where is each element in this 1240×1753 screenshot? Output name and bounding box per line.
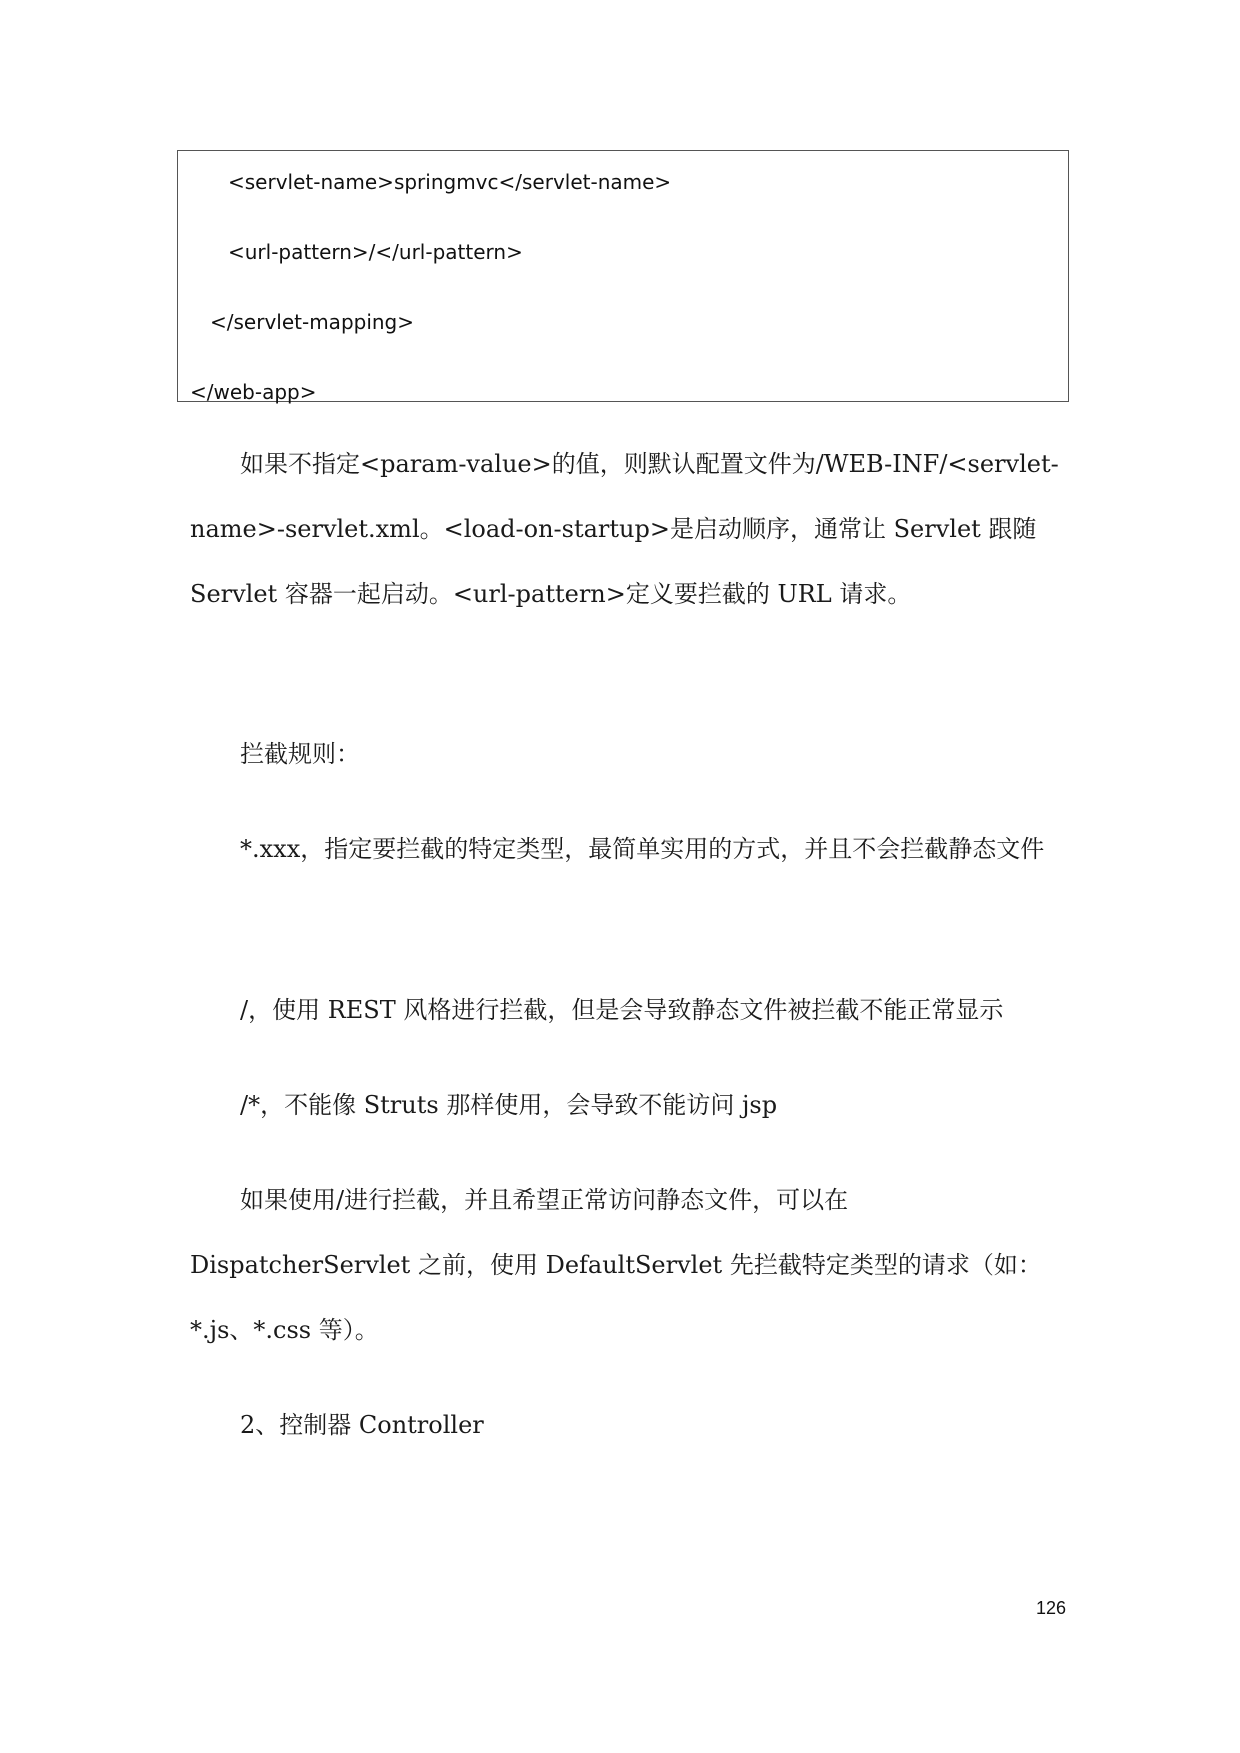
code-block xyxy=(177,150,1069,402)
paragraph-rule-extension: *.xxx，指定要拦截的特定类型，最简单实用的方式，并且不会拦截静态文件 xyxy=(240,835,1045,863)
section-heading-controller: 2、控制器 Controller xyxy=(240,1411,484,1439)
code-line: <url-pattern>/</url-pattern> xyxy=(228,240,523,264)
paragraph-default-config: 如果不指定<param-value>的值，则默认配置文件为/WEB-INF/<servlet-name>-servlet.xml。<load-on-startup>是启动顺序，通常让 Servlet 跟随 Servlet 容器一起启动。<url-pattern>定义要拦截的 URL 请求。 xyxy=(190,450,1059,608)
page-number: 126 xyxy=(1035,1598,1066,1618)
code-line: <servlet-name>springmvc</servlet-name> xyxy=(228,170,672,194)
paragraph-static-files: 如果使用/进行拦截，并且希望正常访问静态文件，可以在DispatcherServlet 之前，使用 DefaultServlet 先拦截特定类型的请求（如：*.js、*.css 等）。 xyxy=(190,1186,1042,1344)
paragraph-intercept-rules-heading: 拦截规则： xyxy=(240,740,360,768)
code-line: </servlet-mapping> xyxy=(210,310,415,334)
paragraph-rule-slash-star: /*，不能像 Struts 那样使用，会导致不能访问 jsp xyxy=(240,1091,778,1119)
code-line: </web-app> xyxy=(190,380,317,404)
paragraph-rule-slash: /，使用 REST 风格进行拦截，但是会导致静态文件被拦截不能正常显示 xyxy=(240,996,1004,1024)
